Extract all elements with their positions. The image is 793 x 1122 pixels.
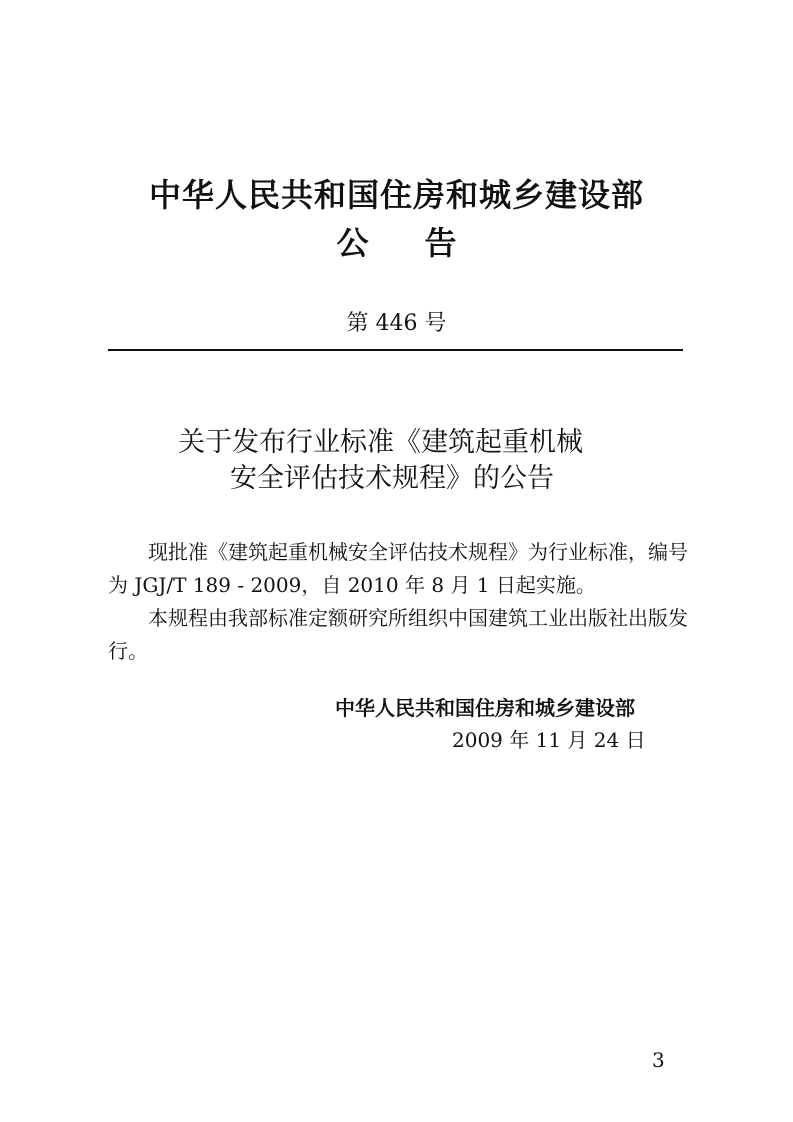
doc-type-char: 公 (336, 224, 369, 262)
title-line-2: 安全评估技术规程》的公告 (230, 463, 554, 494)
body-paragraph: 现批准《建筑起重机械安全评估技术规程》为行业标准，编号为 JGJ/T 189 - 2009，自 2010 年 8 月 1 日起实施。 (108, 540, 688, 597)
title-line-1: 关于发布行业标准《建筑起重机械 (178, 427, 583, 458)
signature-org: 中华人民共和国住房和城乡建设部 (335, 696, 635, 720)
doc-type-char: 告 (424, 224, 457, 262)
issuer-heading: 中华人民共和国住房和城乡建设部 (148, 176, 644, 214)
announcement-number: 第 446 号 (346, 311, 447, 336)
body-text (108, 536, 688, 668)
doc-type-heading (0, 218, 793, 264)
divider-rule (108, 349, 683, 351)
page-number: 3 (652, 1048, 665, 1072)
signature-date: 2009 年 11 月 24 日 (452, 728, 646, 752)
body-paragraph: 本规程由我部标准定额研究所组织中国建筑工业出版社出版发行。 (108, 606, 688, 663)
